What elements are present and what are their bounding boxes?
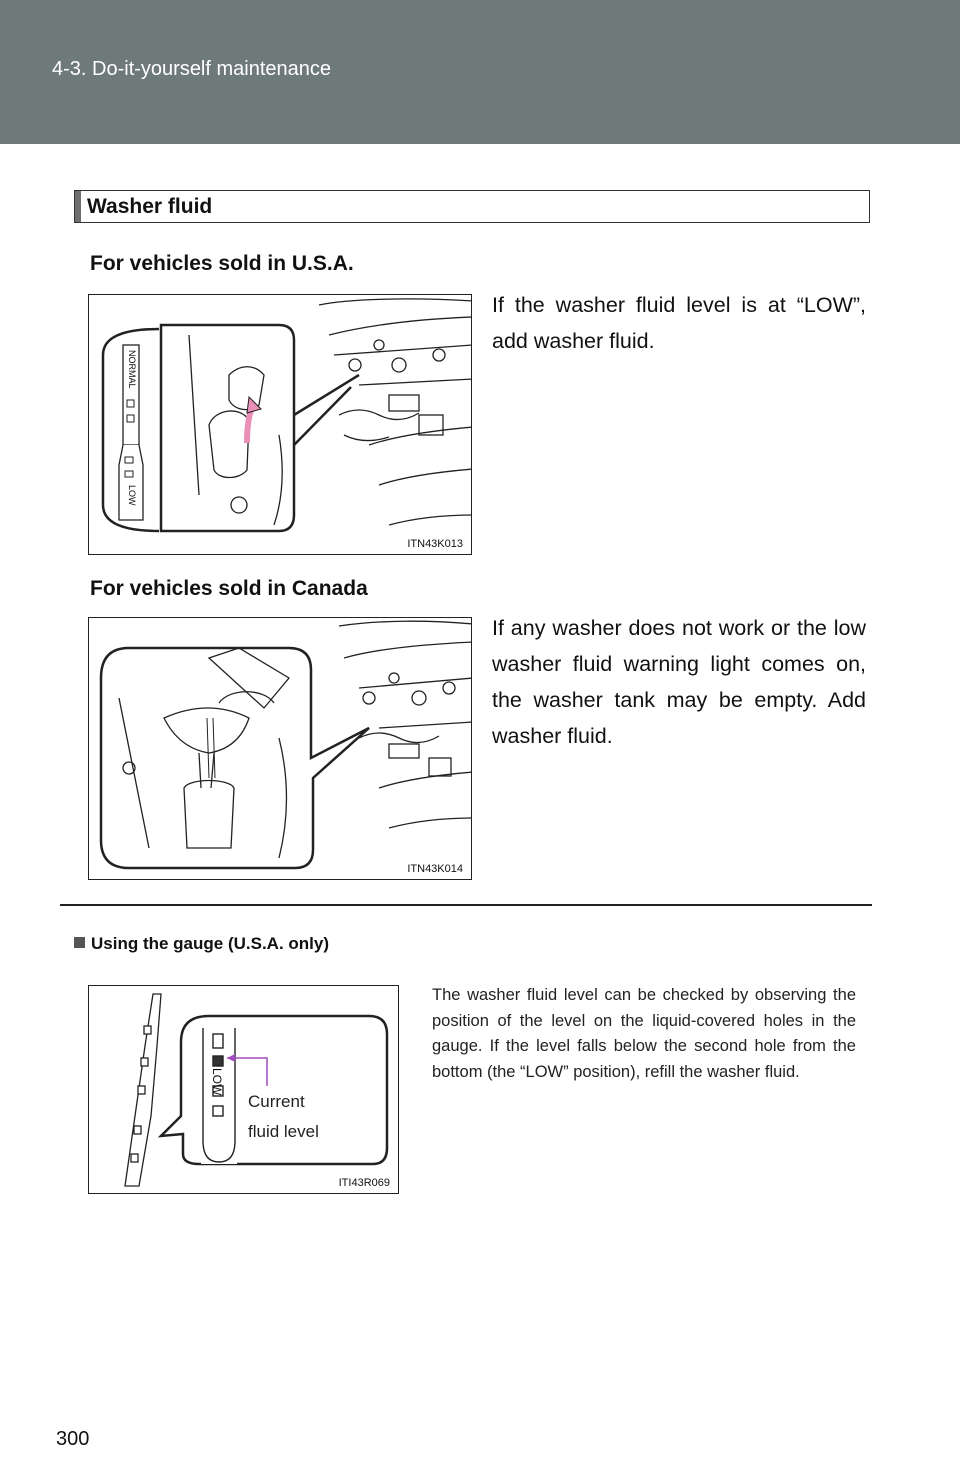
canada-figure bbox=[88, 617, 472, 880]
gauge-low-label: LOW bbox=[210, 1068, 224, 1096]
usa-figure bbox=[88, 294, 472, 555]
usa-figure-code: ITN43K013 bbox=[407, 538, 463, 550]
gauge-figure bbox=[88, 985, 399, 1194]
page-number: 300 bbox=[56, 1428, 90, 1450]
gauge-figure-code: ITI43R069 bbox=[338, 1177, 390, 1189]
gauge-label-normal: NORMAL bbox=[127, 350, 137, 389]
gauge-note-heading-text: Using the gauge (U.S.A. only) bbox=[91, 934, 330, 953]
gauge-illustration bbox=[89, 986, 399, 1194]
bullet-square-icon bbox=[74, 937, 85, 948]
canada-figure-code: ITN43K014 bbox=[407, 863, 463, 875]
canada-heading: For vehicles sold in Canada bbox=[90, 577, 368, 600]
section-title: Washer fluid bbox=[87, 195, 213, 218]
usa-illustration bbox=[89, 295, 472, 555]
canada-text: If any washer does not work or the low washer fluid warning light comes on, the washer tank may be empty. Add washer fluid. bbox=[492, 616, 866, 748]
usa-text: If the washer fluid level is at “LOW”, add washer fluid. bbox=[492, 293, 866, 353]
section-divider bbox=[60, 904, 872, 906]
chapter-title: 4-3. Do-it-yourself maintenance bbox=[52, 58, 332, 80]
page-header bbox=[0, 0, 960, 144]
section-bar bbox=[75, 191, 81, 222]
canada-illustration bbox=[89, 618, 472, 880]
usa-heading: For vehicles sold in U.S.A. bbox=[90, 252, 354, 275]
callout-fluid-level: fluid level bbox=[248, 1122, 319, 1141]
callout-current: Current bbox=[248, 1092, 305, 1111]
gauge-label-low: LOW bbox=[127, 485, 137, 506]
section-heading-box bbox=[74, 190, 870, 223]
gauge-note-heading bbox=[74, 934, 329, 954]
gauge-note-text: The washer fluid level can be checked by observing the position of the level on the liquid-covered holes in the gauge. If the level falls below the second hole from the bottom (the “LOW” position), refill the washer fluid. bbox=[432, 986, 856, 1081]
